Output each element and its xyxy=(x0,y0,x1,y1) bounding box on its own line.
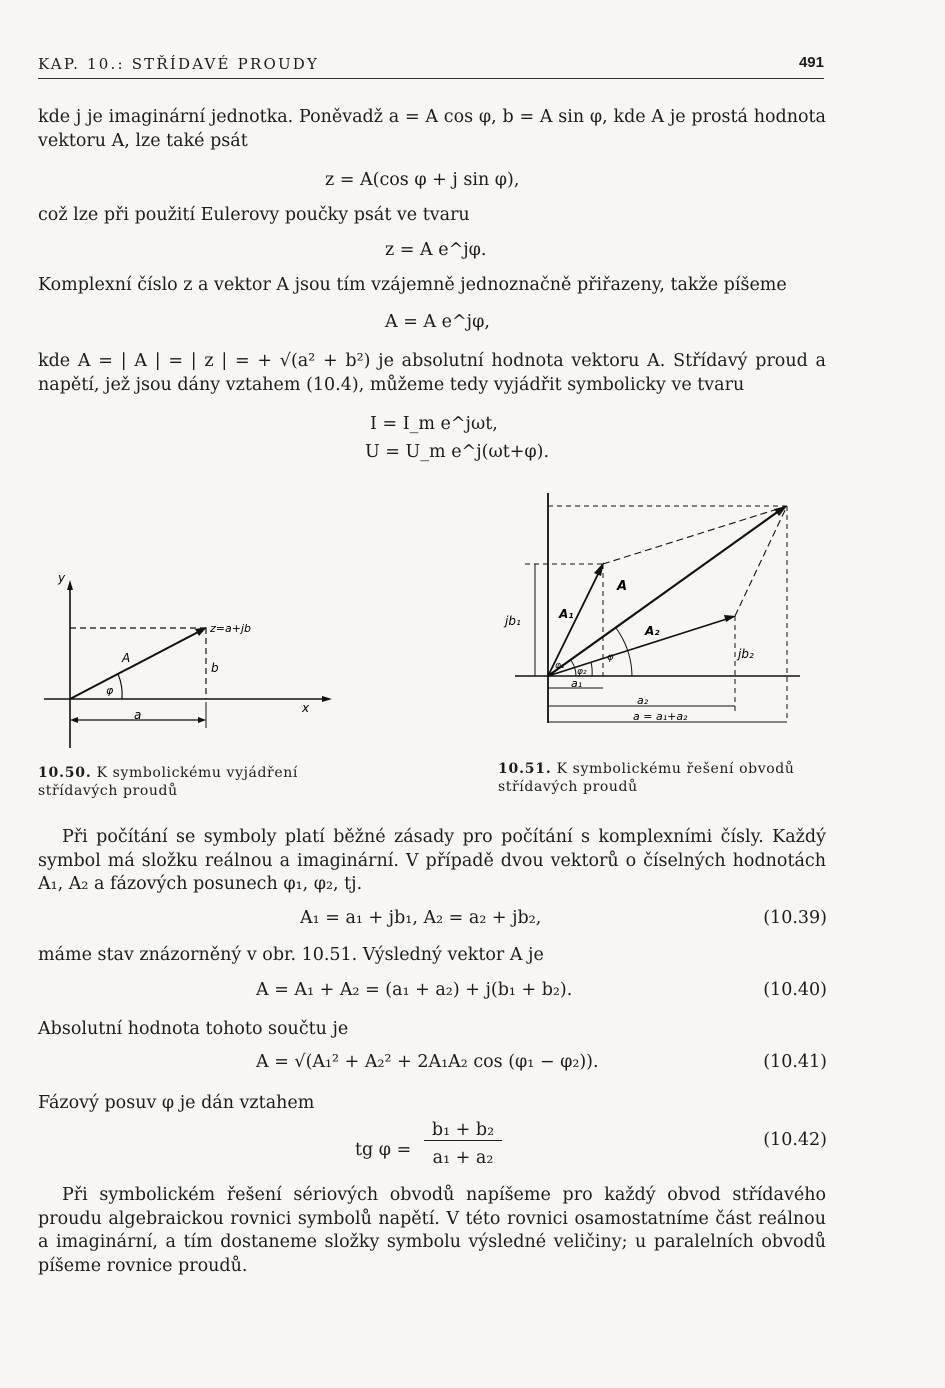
phi2-arc xyxy=(591,662,592,676)
jb1-label: jb₁ xyxy=(505,614,521,628)
equation-7-number: (10.40) xyxy=(763,980,827,1000)
y-axis-arrow xyxy=(67,580,73,590)
figure-10-51-caption xyxy=(498,760,818,796)
point-z-label: z=a+jb xyxy=(210,622,251,635)
equation-9-numerator: b₁ + b₂ xyxy=(424,1120,502,1141)
equation-7: A = A₁ + A₂ = (a₁ + a₂) + j(b₁ + b₂). xyxy=(256,980,573,1000)
equation-9-lhs: tg φ = xyxy=(355,1140,412,1160)
vector-a xyxy=(70,630,202,699)
equation-4: I = I_m e^jωt, xyxy=(370,414,498,434)
x-axis-label: x xyxy=(302,701,310,715)
equation-6: A₁ = a₁ + jb₁, A₂ = a₂ + jb₂, xyxy=(300,908,542,928)
phi2-label: φ₂ xyxy=(577,667,587,677)
equation-8: A = √(A₁² + A₂² + 2A₁A₂ cos (φ₁ − φ₂)). xyxy=(256,1052,599,1072)
vector-a2-arrowhead xyxy=(724,615,736,622)
a1-label: a₁ xyxy=(571,677,583,690)
equation-8-number: (10.41) xyxy=(763,1052,827,1072)
paragraph-5: Při počítání se symboly platí běžné zásady pro počítání s komplexními čísly. Každý symbol má složku reálnou a imaginární. V případě dvou vektorů o číselných hodnotách A₁, A₂ a fázových posunech φ₁, φ₂, tj. xyxy=(38,827,826,894)
b-label: b xyxy=(211,661,219,675)
paragraph-3: Komplexní číslo z a vektor A jsou tím vzájemně jednoznačně přiřazeny, takže píšeme xyxy=(38,275,787,295)
paragraph-2: což lze při použití Eulerovy poučky psát ve tvaru xyxy=(38,205,470,225)
vector-a1-label: A₁ xyxy=(559,607,574,621)
chapter-title: KAP. 10.: STŘÍDAVÉ PROUDY xyxy=(38,55,320,73)
paragraph-6: máme stav znázorněný v obr. 10.51. Výsledný vektor A je xyxy=(38,945,544,965)
y-axis-label: y xyxy=(58,571,66,585)
caption-text: K symbolickému řešení obvodů střídavých proudů xyxy=(498,761,795,795)
a2-label: a₂ xyxy=(637,694,649,707)
equation-2: z = A e^jφ. xyxy=(385,240,487,260)
paragraph-8: Fázový posuv φ je dán vztahem xyxy=(38,1093,315,1113)
phi-label: φ xyxy=(607,652,614,663)
equation-5: U = U_m e^j(ωt+φ). xyxy=(365,442,550,462)
vector-a2 xyxy=(548,617,733,676)
x-axis-arrow xyxy=(322,696,332,702)
figure-10-50-caption xyxy=(38,764,338,800)
page-number: 491 xyxy=(798,54,824,71)
paragraph-1: kde j je imaginární jednotka. Poněvadž a = A cos φ, b = A sin φ, kde A je prostá hodnota vektoru A, lze také psát xyxy=(38,107,826,151)
equation-3: A = A e^jφ, xyxy=(385,312,490,332)
a-label: a xyxy=(134,708,142,722)
page-header xyxy=(38,52,824,79)
figure-10-51 xyxy=(495,488,805,728)
vector-a-label: A xyxy=(617,579,628,594)
caption-text: K symbolickému vyjádření střídavých proudů xyxy=(38,765,298,799)
phi-label: φ xyxy=(106,684,114,697)
paragraph-7: Absolutní hodnota tohoto součtu je xyxy=(38,1019,349,1039)
equation-9-number: (10.42) xyxy=(763,1130,827,1150)
caption-number: 10.51. xyxy=(498,761,552,777)
equation-9-denominator: a₁ + a₂ xyxy=(432,1148,494,1168)
parallelogram-top-dashed xyxy=(603,506,787,564)
vector-a2-label: A₂ xyxy=(645,624,660,638)
a-dimension-arrow-right xyxy=(198,717,206,723)
figure-10-50 xyxy=(38,570,338,755)
paragraph-9: Při symbolickém řešení sériových obvodů napíšeme pro každý obvod střídavého proudu algebraickou rovnici symbolů napětí. V této rovnici osamostatníme část reálnou a imaginární, a tím dostaneme složky symbolu výsledné veličiny; u paralelních obvodů píšeme rovnice proudů. xyxy=(38,1185,826,1276)
caption-number: 10.50. xyxy=(38,765,92,781)
equation-6-number: (10.39) xyxy=(763,908,827,928)
equation-1: z = A(cos φ + j sin φ), xyxy=(325,170,520,190)
vector-a1 xyxy=(548,564,603,676)
phi1-label: φ₁ xyxy=(555,661,565,671)
vector-a-arrowhead xyxy=(195,627,207,636)
a-sum-label: a = a₁+a₂ xyxy=(633,710,688,723)
vector-a-label: A xyxy=(122,651,131,665)
paragraph-4: kde A = | A | = | z | = + √(a² + b²) je absolutní hodnota vektoru A. Střídavý proud a napětí, jež jsou dány vztahem (10.4), můžeme tedy vyjádřit symbolicky ve tvaru xyxy=(38,351,826,395)
phi-arc xyxy=(118,674,122,699)
jb2-label: jb₂ xyxy=(738,647,754,661)
a-dimension-arrow-left xyxy=(70,717,78,723)
